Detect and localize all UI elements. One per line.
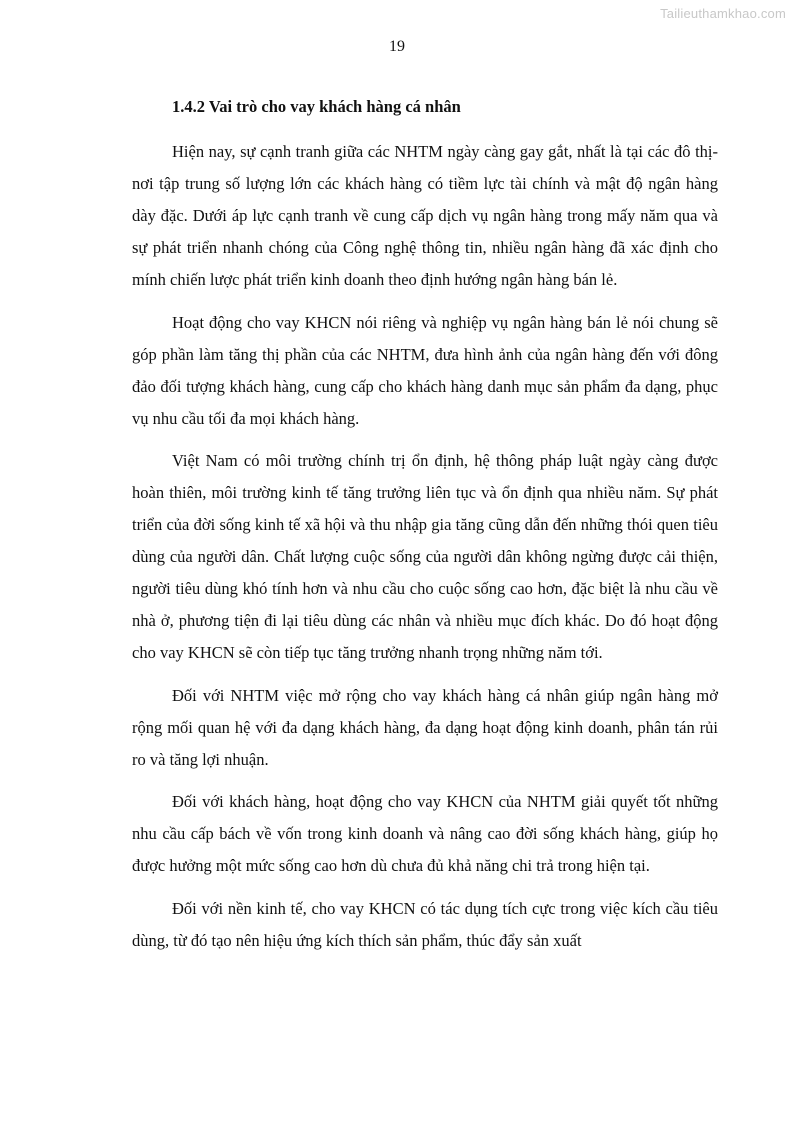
section-heading: 1.4.2 Vai trò cho vay khách hàng cá nhân (172, 97, 461, 116)
watermark: Tailieuthamkhao.com (660, 6, 786, 21)
document-body (132, 94, 718, 967)
paragraph-role-for-economy: Đối với nền kinh tế, cho vay KHCN có tác dụng tích cực trong việc kích cầu tiêu dùng, từ đó tạo nên hiệu ứng kích thích sản phẩm, thúc đẩy sản xuất (132, 898, 718, 950)
paragraph-market-share: Hoạt động cho vay KHCN nói riêng và nghiệp vụ ngân hàng bán lẻ nói chung sẽ góp phần làm tăng thị phần của các NHTM, đưa hình ảnh của ngân hàng đến với đông đảo đối tượng khách hàng, cung cấp cho khách hàng danh mục sản phẩm đa dạng, phục vụ nhu cầu tối đa mọi khách hàng. (132, 312, 718, 428)
paragraph-market-competition: Hiện nay, sự cạnh tranh giữa các NHTM ngày càng gay gắt, nhất là tại các đô thị-nơi tập trung số lượng lớn các khách hàng có tiềm lực tài chính và mật độ ngân hàng dày đặc. Dưới áp lực cạnh tranh về cung cấp dịch vụ ngân hàng trong mấy năm qua và sự phát triển nhanh chóng của Công nghệ thông tin, nhiều ngân hàng đã xác định cho mính chiến lược phát triển kinh doanh theo định hướng ngân hàng bán lẻ. (132, 142, 718, 289)
paragraph-role-for-banks: Đối với NHTM việc mở rộng cho vay khách hàng cá nhân giúp ngân hàng mở rộng mối quan hệ với đa dạng khách hàng, đa dạng hoạt động kinh doanh, phân tán rủi ro và tăng lợi nhuận. (132, 685, 718, 769)
page-number: 19 (389, 38, 405, 55)
paragraph-vietnam-economy: Việt Nam có môi trường chính trị ổn định, hệ thông pháp luật ngày càng được hoàn thiên, môi trường kinh tế tăng trưởng liên tục và ổn định qua nhiều năm. Sự phát triển của đời sống kinh tế xã hội và thu nhập gia tăng cũng dẫn đến những thói quen tiêu dùng của người dân. Chất lượng cuộc sống của người dân không ngừng được cải thiện, người tiêu dùng khó tính hơn và nhu cầu cho cuộc sống cao hơn, đặc biệt là nhu cầu về nhà ở, phương tiện đi lại tiêu dùng các nhân và nhiều mục đích khác. Do đó hoạt động cho vay KHCN sẽ còn tiếp tục tăng trưởng nhanh trọng những năm tới. (132, 451, 718, 662)
paragraph-role-for-customers: Đối với khách hàng, hoạt động cho vay KHCN của NHTM giải quyết tốt những nhu cầu cấp bách về vốn trong kinh doanh và nâng cao đời sống khách hàng, giúp họ được hưởng một mức sống cao hơn dù chưa đủ khả năng chi trả trong hiện tại. (132, 792, 718, 875)
